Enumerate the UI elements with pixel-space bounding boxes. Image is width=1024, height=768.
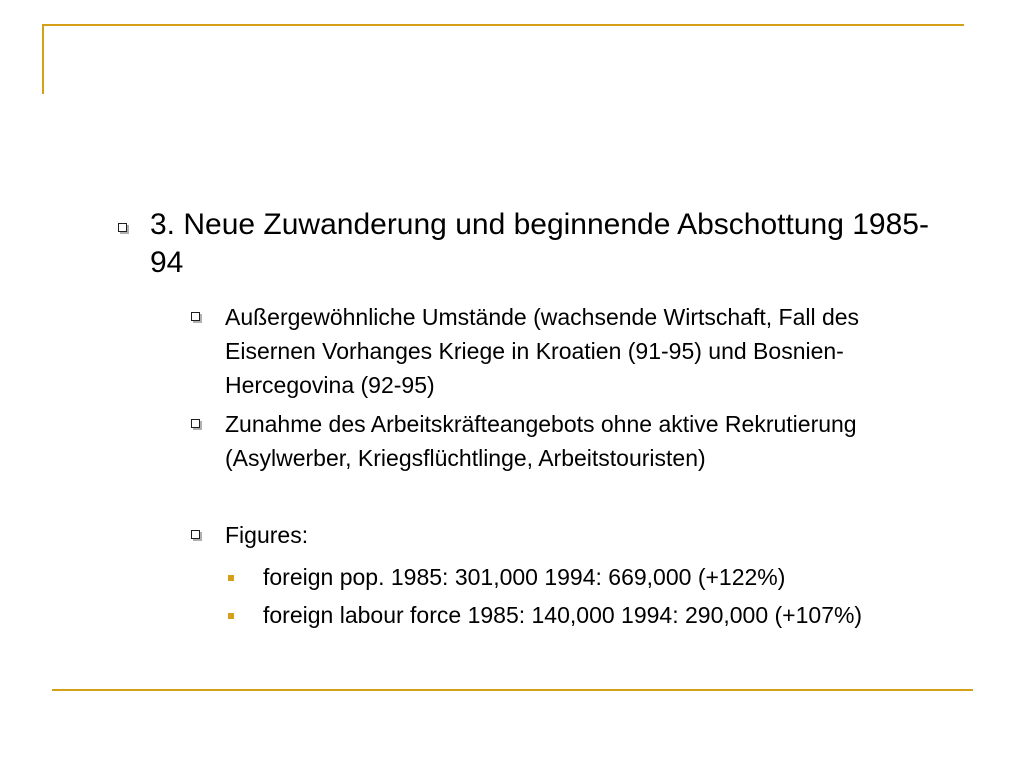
filled-square-bullet-icon [228, 575, 234, 581]
figure-labour-force [228, 598, 928, 632]
sub-point-text: Figures: [225, 522, 309, 548]
main-point-text: 3. Neue Zuwanderung und beginnende Abschottung 1985-94 [150, 208, 929, 279]
main-point [118, 206, 938, 282]
sub-point-circumstances [191, 300, 951, 402]
sub-point-labour-supply [191, 407, 951, 475]
hollow-square-bullet-icon [191, 419, 200, 428]
figure-foreign-pop [228, 560, 928, 594]
sub-point-figures [191, 518, 951, 552]
hollow-square-bullet-icon [191, 530, 200, 539]
figure-text: foreign labour force 1985: 140,000 1994: 290,000 (+107%) [263, 602, 863, 628]
filled-square-bullet-icon [228, 613, 234, 619]
hollow-square-bullet-icon [191, 312, 200, 321]
sub-point-text: Zunahme des Arbeitskräfteangebots ohne aktive Rekrutierung (Asylwerber, Kriegsflüchtlinge, Arbeitstouristen) [225, 411, 857, 471]
hollow-square-bullet-icon [118, 223, 127, 232]
sub-point-text: Außergewöhnliche Umstände (wachsende Wirtschaft, Fall des Eisernen Vorhanges Kriege in Kroatien (91-95) und Bosnien-Hercegovina (92-95) [225, 304, 860, 398]
figure-text: foreign pop. 1985: 301,000 1994: 669,000 (+122%) [263, 564, 786, 590]
